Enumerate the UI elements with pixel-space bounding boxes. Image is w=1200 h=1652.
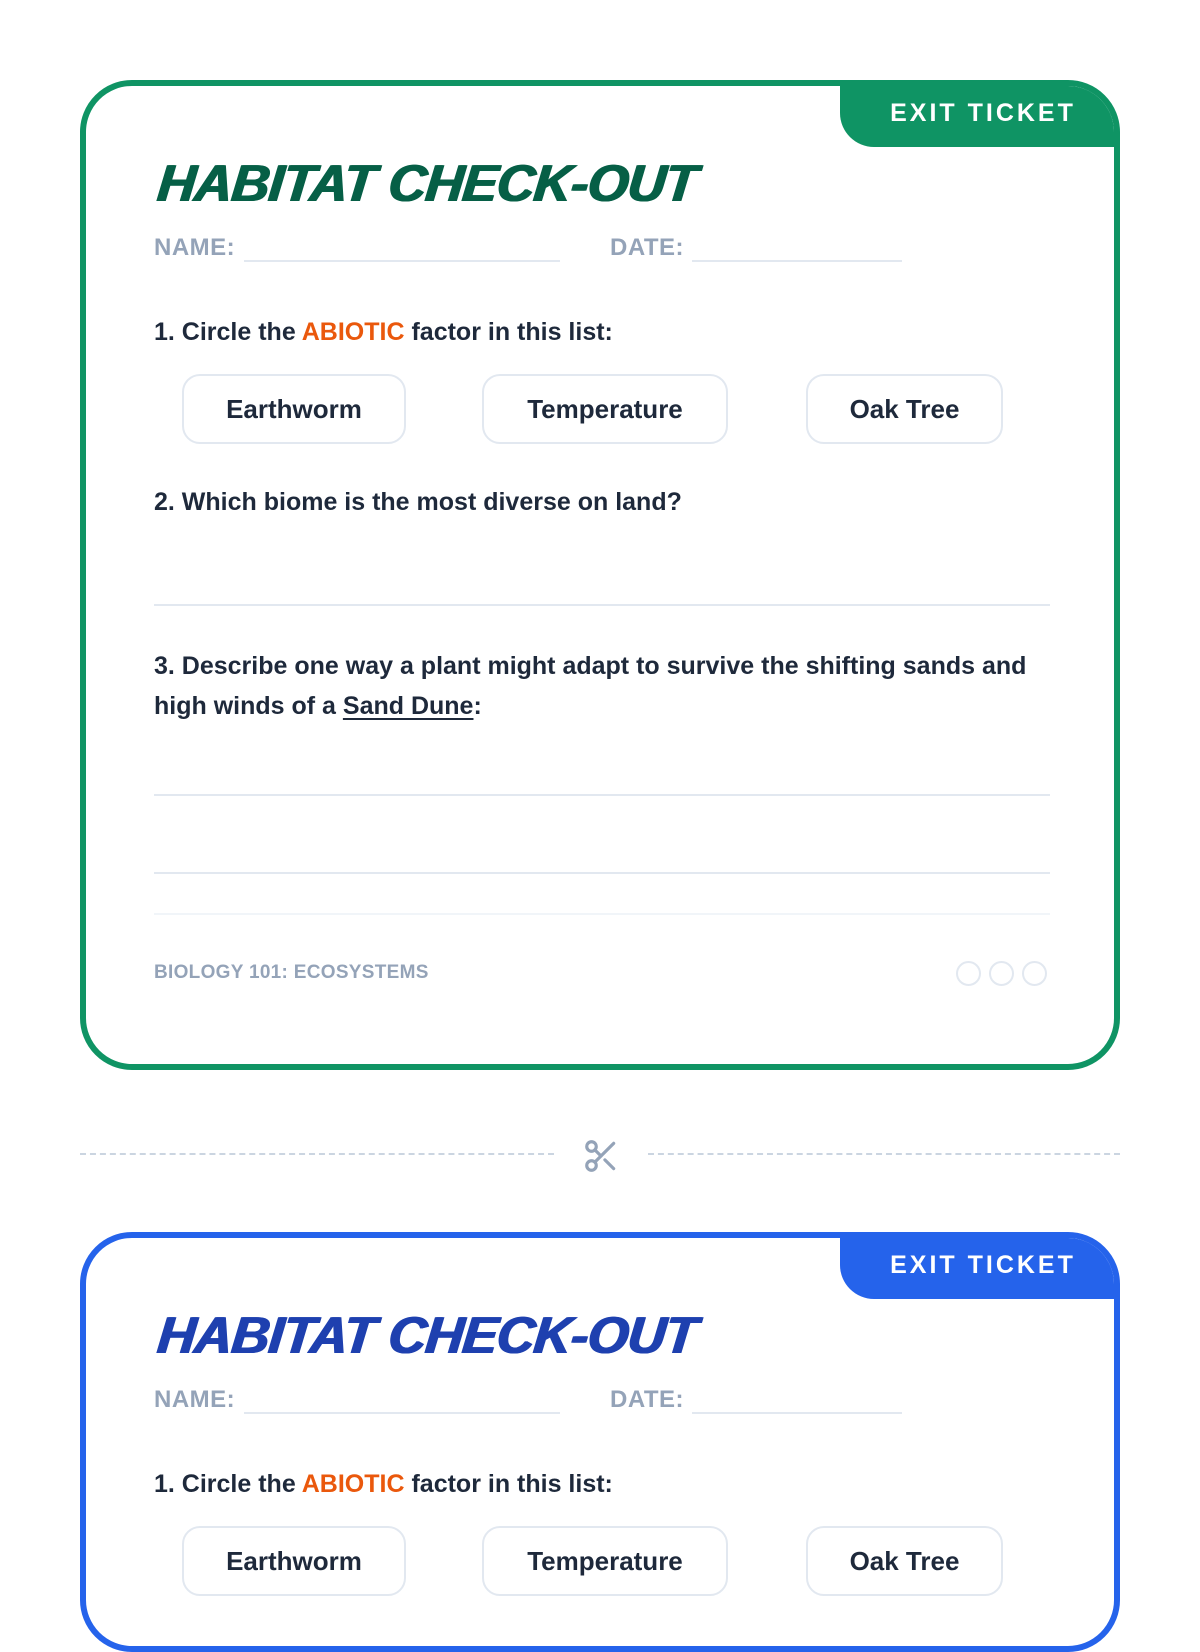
- rating-dots: [956, 961, 1047, 986]
- abiotic-highlight: ABIOTIC: [301, 1470, 405, 1498]
- ticket-title: HABITAT CHECK-OUT: [154, 1307, 699, 1365]
- answer-line-q2[interactable]: [154, 604, 1050, 606]
- question-1: 1. Circle the ABIOTIC factor in this list:: [154, 318, 613, 346]
- date-label: DATE:: [610, 1386, 685, 1413]
- option-earthworm[interactable]: Earthworm: [182, 1526, 406, 1596]
- rating-dot[interactable]: [956, 961, 981, 986]
- exit-ticket-badge: EXIT TICKET: [840, 1232, 1120, 1299]
- exit-ticket-badge: EXIT TICKET: [840, 80, 1120, 147]
- answer-line-q3-2[interactable]: [154, 872, 1050, 874]
- course-footer: BIOLOGY 101: ECOSYSTEMS: [154, 962, 429, 983]
- footer-divider: [154, 913, 1050, 915]
- option-temperature[interactable]: Temperature: [482, 1526, 728, 1596]
- name-field[interactable]: [244, 260, 560, 262]
- abiotic-highlight: ABIOTIC: [301, 318, 405, 346]
- option-earthworm[interactable]: Earthworm: [182, 374, 406, 444]
- rating-dot[interactable]: [1022, 961, 1047, 986]
- sand-dune-underlined: Sand Dune: [342, 692, 474, 720]
- name-field[interactable]: [244, 1412, 560, 1414]
- exit-ticket-card-blue: [80, 1232, 1120, 1652]
- question-3: 3. Describe one way a plant might adapt to survive the shifting sands and high winds of a Sand Dune:: [154, 652, 1027, 720]
- option-oak-tree[interactable]: Oak Tree: [806, 1526, 1003, 1596]
- rating-dot[interactable]: [989, 961, 1014, 986]
- name-label: NAME:: [154, 234, 236, 261]
- date-field[interactable]: [692, 1412, 902, 1414]
- question-2: 2. Which biome is the most diverse on land?: [154, 488, 682, 516]
- question-1: 1. Circle the ABIOTIC factor in this list:: [154, 1470, 613, 1498]
- scissors-icon: [582, 1137, 620, 1175]
- date-label: DATE:: [610, 234, 685, 261]
- option-oak-tree[interactable]: Oak Tree: [806, 374, 1003, 444]
- exit-ticket-card-green: [80, 80, 1120, 1070]
- option-temperature[interactable]: Temperature: [482, 374, 728, 444]
- answer-line-q3-1[interactable]: [154, 794, 1050, 796]
- ticket-title: HABITAT CHECK-OUT: [154, 155, 699, 213]
- name-label: NAME:: [154, 1386, 236, 1413]
- cut-line-left: [80, 1153, 554, 1155]
- date-field[interactable]: [692, 260, 902, 262]
- cut-line-right: [648, 1153, 1120, 1155]
